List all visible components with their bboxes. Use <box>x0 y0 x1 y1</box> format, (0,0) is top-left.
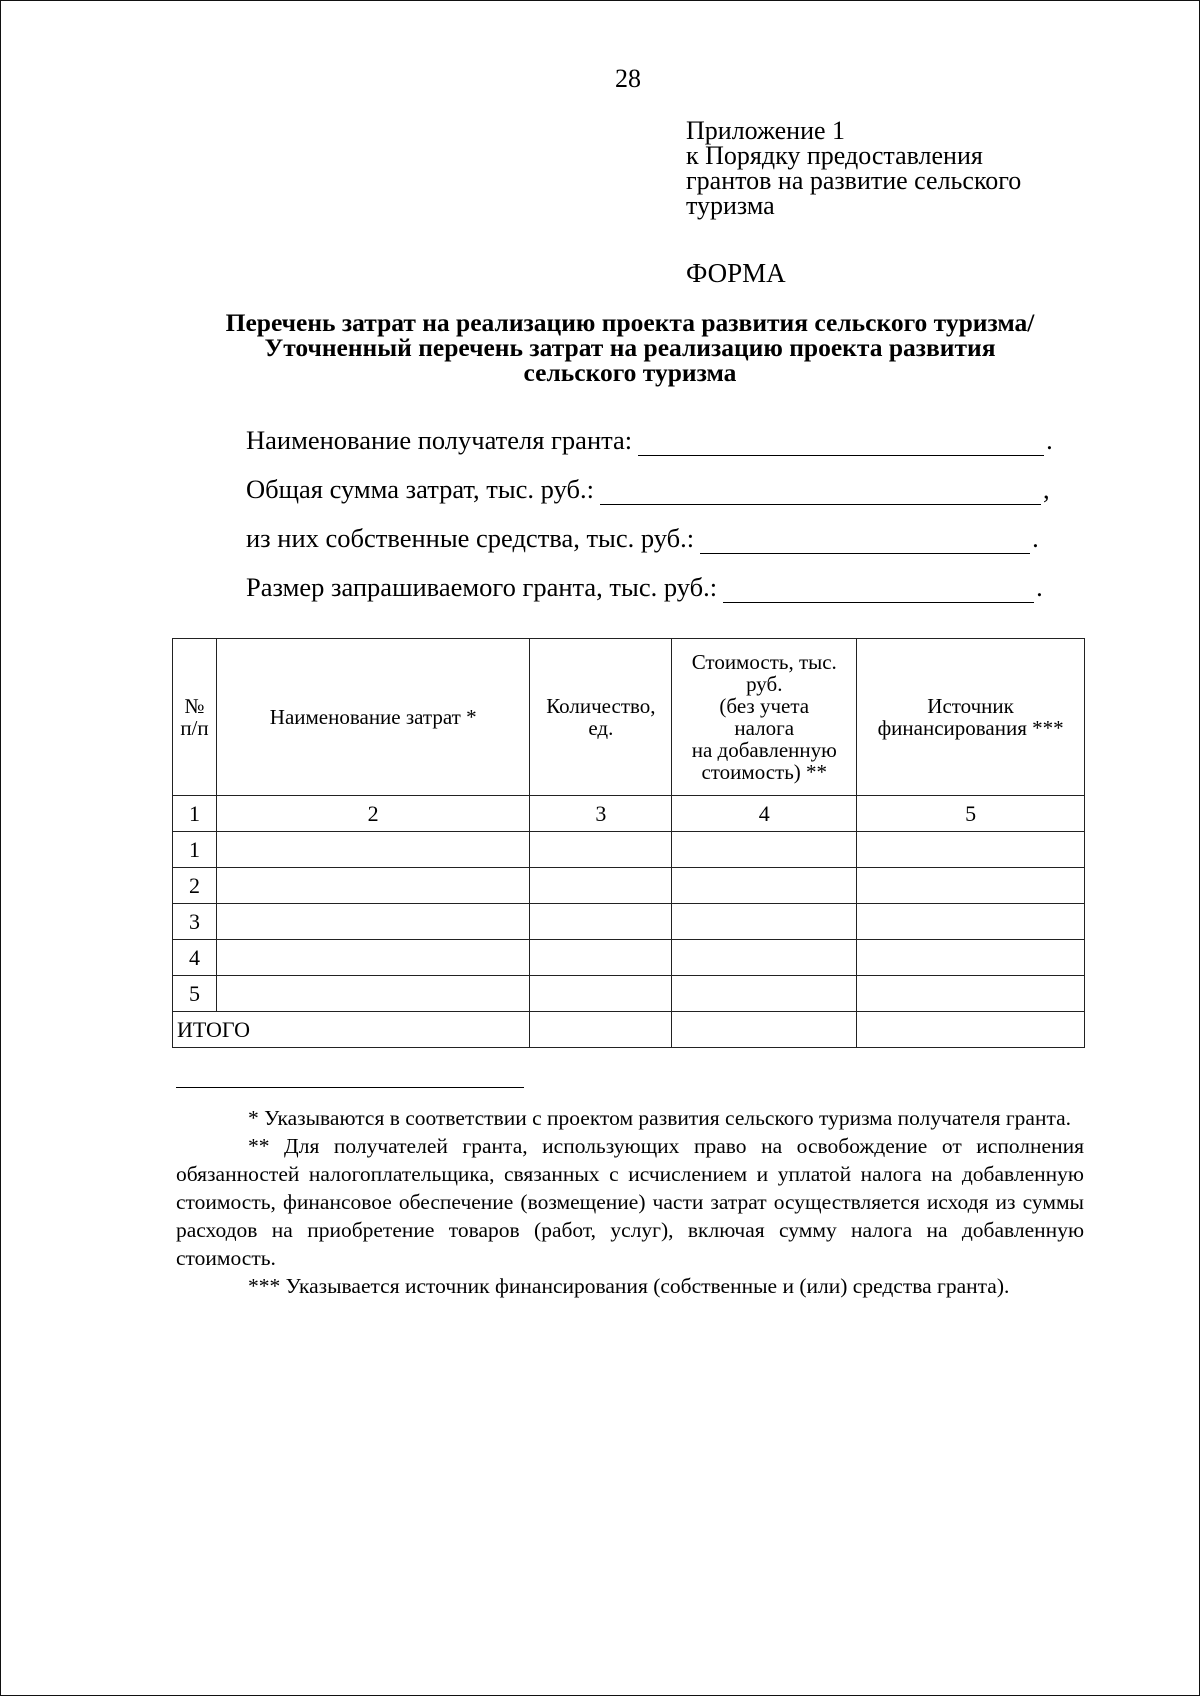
funding-source-cell[interactable] <box>857 868 1085 904</box>
table-row <box>173 868 1085 904</box>
funding-source-cell[interactable] <box>857 904 1085 940</box>
funding-source-cell[interactable] <box>857 940 1085 976</box>
title-line: сельского туризма <box>523 358 737 387</box>
header-number: № п/п <box>173 639 217 796</box>
recipient-blank[interactable] <box>638 431 1044 456</box>
row-number: 5 <box>173 976 217 1012</box>
total-funding-cell[interactable] <box>857 1012 1085 1048</box>
page-number: 28 <box>615 64 641 93</box>
column-number: 3 <box>530 796 672 832</box>
total-field <box>246 474 1050 505</box>
footnotes <box>176 1104 1084 1300</box>
own-funds-label: из них собственные средства, тыс. руб.: <box>246 523 695 553</box>
grant-label: Размер запрашиваемого гранта, тыс. руб.: <box>246 572 718 602</box>
cost-cell[interactable] <box>672 976 857 1012</box>
form-label: ФОРМА <box>686 258 786 288</box>
cost-name-cell[interactable] <box>216 976 529 1012</box>
quantity-cell[interactable] <box>530 868 672 904</box>
cost-name-cell[interactable] <box>216 904 529 940</box>
header-quantity: Количество, ед. <box>530 639 672 796</box>
total-cost-cell[interactable] <box>672 1012 857 1048</box>
column-number: 4 <box>672 796 857 832</box>
table-row <box>173 976 1085 1012</box>
total-label: Общая сумма затрат, тыс. руб.: <box>246 474 594 504</box>
quantity-cell[interactable] <box>530 976 672 1012</box>
row-number: 1 <box>173 832 217 868</box>
row-number: 2 <box>173 868 217 904</box>
title-line: Уточненный перечень затрат на реализацию проекта развития <box>264 333 996 362</box>
appendix-heading <box>686 118 1106 218</box>
grant-punct: . <box>1036 572 1043 602</box>
total-label: ИТОГО <box>173 1012 530 1048</box>
cost-cell[interactable] <box>672 868 857 904</box>
cost-name-cell[interactable] <box>216 940 529 976</box>
cost-cell[interactable] <box>672 904 857 940</box>
table-row <box>173 832 1085 868</box>
footnote-divider <box>176 1087 524 1088</box>
cost-name-cell[interactable] <box>216 868 529 904</box>
own-funds-blank[interactable] <box>700 529 1030 554</box>
recipient-label: Наименование получателя гранта: <box>246 425 633 455</box>
column-number: 2 <box>216 796 529 832</box>
quantity-cell[interactable] <box>530 832 672 868</box>
row-number: 4 <box>173 940 217 976</box>
recipient-punct: . <box>1046 425 1053 455</box>
column-number-row <box>173 796 1085 832</box>
header-cost-name: Наименование затрат * <box>216 639 529 796</box>
funding-source-cell[interactable] <box>857 976 1085 1012</box>
header-row <box>173 639 1085 796</box>
table-row <box>173 940 1085 976</box>
own-funds-punct: . <box>1032 523 1039 553</box>
recipient-field <box>246 425 1053 456</box>
table-row <box>173 904 1085 940</box>
footnote-1: * Указываются в соответствии с проектом развития сельского туризма получателя гранта. <box>248 1106 1072 1130</box>
document-title <box>160 310 1100 385</box>
grant-field <box>246 572 1043 603</box>
footnote-2: ** Для получателей гранта, использующих право на освобождение от исполнения обязанностей налогоплательщика, связанных с исчислением и уплатой налога на добавленную стоимость, финансовое обеспечение (возмещение) части затрат осуществляется исходя из суммы расходов на приобретение товаров (работ, услуг), включая сумму налога на добавленную стоимость. <box>176 1134 1084 1270</box>
own-funds-field <box>246 523 1039 554</box>
total-quantity-cell[interactable] <box>530 1012 672 1048</box>
costs-table <box>172 638 1085 1048</box>
quantity-cell[interactable] <box>530 904 672 940</box>
funding-source-cell[interactable] <box>857 832 1085 868</box>
grant-blank[interactable] <box>723 578 1034 603</box>
column-number: 5 <box>857 796 1085 832</box>
footnote-3: *** Указывается источник финансирования (собственные и (или) средства гранта). <box>248 1274 1010 1298</box>
appendix-line: Приложение 1 <box>686 116 846 145</box>
column-number: 1 <box>173 796 217 832</box>
row-number: 3 <box>173 904 217 940</box>
total-blank[interactable] <box>600 480 1041 505</box>
cost-cell[interactable] <box>672 832 857 868</box>
title-line: Перечень затрат на реализацию проекта развития сельского туризма/ <box>225 308 1035 337</box>
appendix-line: к Порядку предоставления <box>686 141 983 170</box>
header-cost: Стоимость, тыс. руб. (без учета налога на добавленную стоимость) ** <box>672 639 857 796</box>
header-funding-source: Источник финансирования *** <box>857 639 1085 796</box>
appendix-line: грантов на развитие сельского <box>686 166 1022 195</box>
quantity-cell[interactable] <box>530 940 672 976</box>
appendix-line: туризма <box>686 191 775 220</box>
total-row <box>173 1012 1085 1048</box>
cost-name-cell[interactable] <box>216 832 529 868</box>
cost-cell[interactable] <box>672 940 857 976</box>
total-punct: , <box>1042 474 1050 504</box>
